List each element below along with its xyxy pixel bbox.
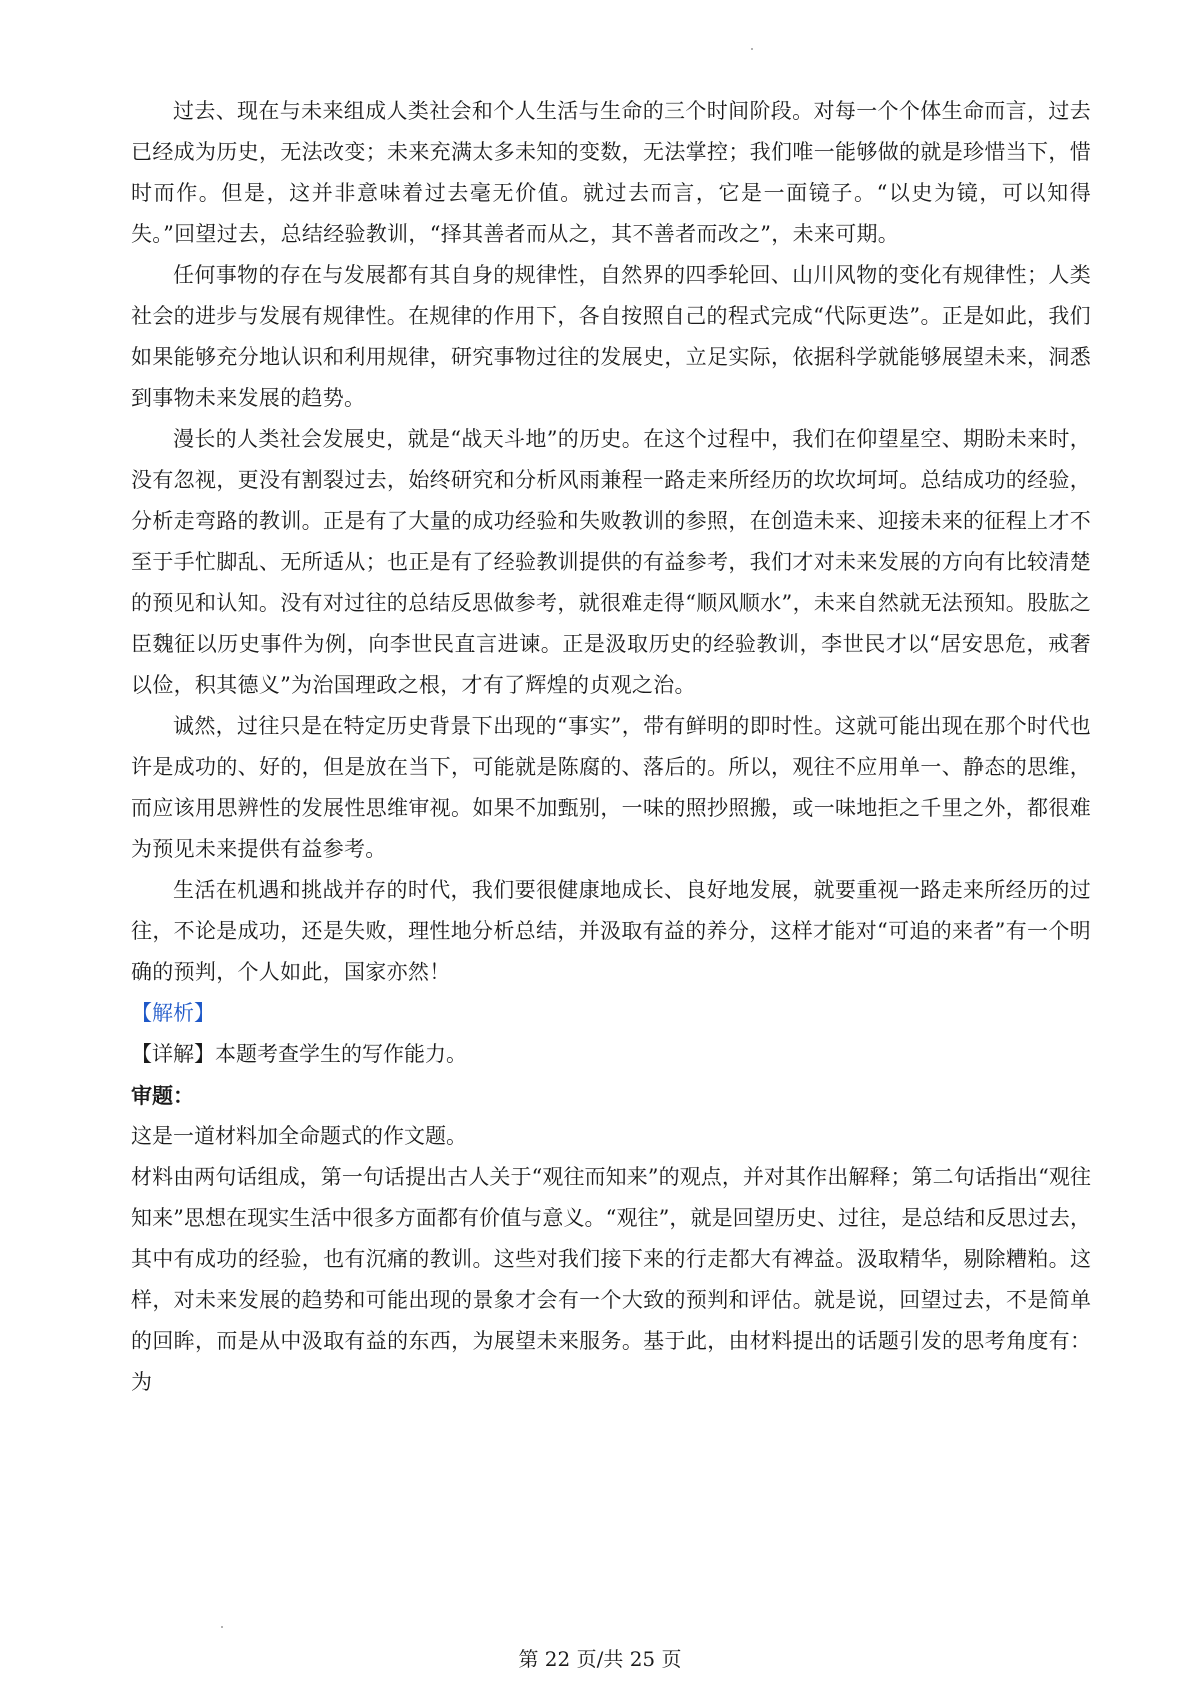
essay-paragraph-5: 生活在机遇和挑战并存的时代，我们要很健康地成长、良好地发展，就要重视一路走来所经历的过往，不论是成功，还是失败，理性地分析总结，并汲取有益的养分，这样才能对“可追的来者”有一个明确的预判，个人如此，国家亦然！ — [131, 878, 1091, 984]
scan-speck — [221, 1626, 223, 1628]
scan-speck — [751, 48, 753, 50]
review-heading: 审题： — [131, 1083, 194, 1108]
page-content — [131, 91, 1091, 1403]
essay-paragraph-1: 过去、现在与未来组成人类社会和个人生活与生命的三个时间阶段。对每一个个体生命而言，过去已经成为历史，无法改变；未来充满太多未知的变数，无法掌控；我们唯一能够做的就是珍惜当下，惜时而作。但是，这并非意味着过去毫无价值。就过去而言，它是一面镜子。“以史为镜，可以知得失。”回望过去，总结经验教训，“择其善者而从之，其不善者而改之”，未来可期。 — [131, 99, 1091, 246]
detail-line: 【详解】本题考查学生的写作能力。 — [131, 1042, 467, 1066]
essay-paragraph-2: 任何事物的存在与发展都有其自身的规律性，自然界的四季轮回、山川风物的变化有规律性；人类社会的进步与发展有规律性。在规律的作用下，各自按照自己的程式完成“代际更迭”。正是如此，我们如果能够充分地认识和利用规律，研究事物过往的发展史，立足实际，依据科学就能够展望未来，洞悉到事物未来发展的趋势。 — [131, 263, 1091, 410]
essay-paragraph-3: 漫长的人类社会发展史，就是“战天斗地”的历史。在这个过程中，我们在仰望星空、期盼未来时，没有忽视，更没有割裂过去，始终研究和分析风雨兼程一路走来所经历的坎坎坷坷。总结成功的经验，分析走弯路的教训。正是有了大量的成功经验和失败教训的参照，在创造未来、迎接未来的征程上才不至于手忙脚乱、无所适从；也正是有了经验教训提供的有益参考，我们才对未来发展的方向有比较清楚的预见和认知。没有对过往的总结反思做参考，就很难走得“顺风顺水”，未来自然就无法预知。股肱之臣魏征以历史事件为例，向李世民直言进谏。正是汲取历史的经验教训，李世民才以“居安思危，戒奢以俭，积其德义”为治国理政之根，才有了辉煌的贞观之治。 — [131, 427, 1091, 697]
analysis-label: 【解析】 — [131, 1001, 215, 1025]
essay-paragraph-4: 诚然，过往只是在特定历史背景下出现的“事实”，带有鲜明的即时性。这就可能出现在那个时代也许是成功的、好的，但是放在当下，可能就是陈腐的、落后的。所以，观往不应用单一、静态的思维，而应该用思辨性的发展性思维审视。如果不加甄别，一味的照抄照搬，或一味地拒之千里之外，都很难为预见未来提供有益参考。 — [131, 714, 1091, 861]
review-paragraph: 材料由两句话组成，第一句话提出古人关于“观往而知来”的观点，并对其作出解释；第二句话指出“观往知来”思想在现实生活中很多方面都有价值与意义。“观往”，就是回望历史、过往，是总结和反思过去，其中有成功的经验，也有沉痛的教训。这些对我们接下来的行走都大有裨益。汲取精华，剔除糟粕。这样，对未来发展的趋势和可能出现的景象才会有一个大致的预判和评估。就是说，回望过去，不是简单的回眸，而是从中汲取有益的东西，为展望未来服务。基于此，由材料提出的话题引发的思考角度有：为 — [131, 1165, 1091, 1394]
page-footer: 第 22 页/共 25 页 — [518, 1647, 682, 1671]
review-line-1: 这是一道材料加全命题式的作文题。 — [131, 1124, 467, 1148]
